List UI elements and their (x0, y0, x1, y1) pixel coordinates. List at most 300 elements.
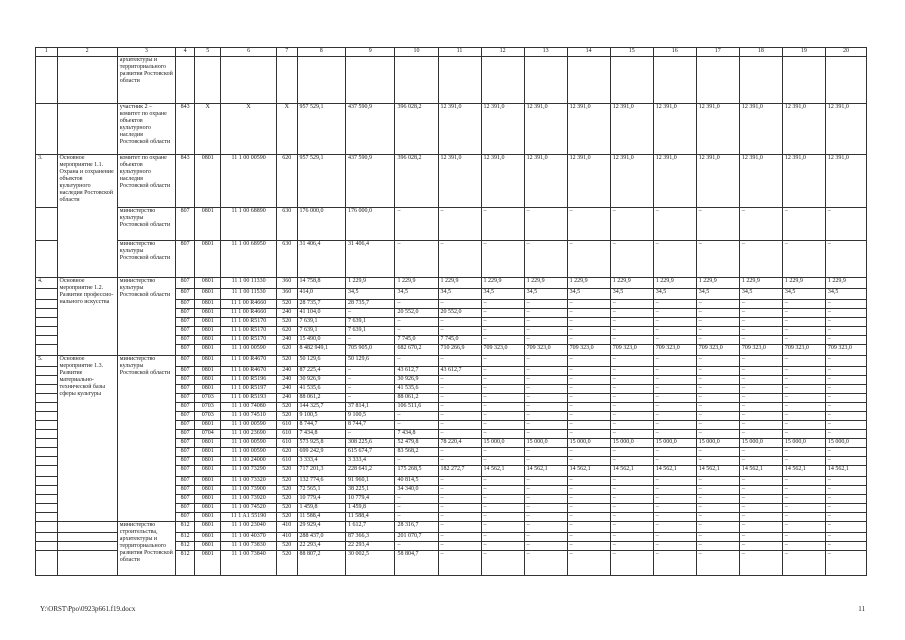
value-cell (524, 57, 567, 104)
value-cell: 682 670,2 (395, 345, 438, 356)
value-cell: – (395, 241, 438, 278)
column-number: 15 (610, 48, 653, 57)
value-cell: – (739, 477, 782, 486)
value-cell: – (653, 376, 696, 385)
value-cell: 709 323,0 (524, 345, 567, 356)
value-cell: – (481, 486, 524, 495)
value-cell: 11 1 00 00590 (221, 448, 277, 457)
value-cell: – (782, 504, 825, 513)
column-number: 20 (825, 48, 866, 57)
value-cell: – (481, 309, 524, 318)
value-cell: 28 316,7 (395, 522, 438, 533)
value-cell: – (567, 336, 610, 345)
value-cell (221, 57, 277, 104)
value-cell: – (782, 551, 825, 576)
value-cell: – (567, 318, 610, 327)
description-cell: министерство строительства, архитектуры и территориального развития Ростовской области (117, 522, 175, 576)
table-row (36, 278, 867, 289)
value-cell: – (739, 208, 782, 241)
value-cell: – (481, 356, 524, 367)
value-cell: 0801 (195, 208, 221, 241)
table-body (36, 48, 867, 576)
value-cell: – (825, 403, 866, 412)
value-cell: – (481, 394, 524, 403)
value-cell: 11 1 00 40370 (221, 533, 277, 542)
value-cell: 9 100,5 (345, 412, 395, 421)
value-cell: 709 323,0 (739, 345, 782, 356)
value-cell: 1 229,9 (438, 278, 481, 289)
value-cell: – (825, 356, 866, 367)
value-cell: 12 391,0 (782, 104, 825, 155)
value-cell (696, 57, 739, 104)
value-cell: – (696, 403, 739, 412)
description-cell (57, 533, 117, 542)
value-cell: 12 391,0 (739, 104, 782, 155)
value-cell: – (610, 208, 653, 241)
value-cell: – (825, 376, 866, 385)
value-cell: 957 529,1 (297, 155, 345, 208)
value-cell: 11 1 00 R5170 (221, 336, 277, 345)
value-cell: 1 229,9 (696, 278, 739, 289)
value-cell: 520 (277, 551, 297, 576)
value-cell: – (653, 403, 696, 412)
value-cell: 88 807,2 (297, 551, 345, 576)
value-cell: 807 (175, 486, 194, 495)
value-cell: 699 242,9 (297, 448, 345, 457)
value-cell: – (345, 336, 395, 345)
value-cell: 106 511,6 (395, 403, 438, 412)
value-cell: – (782, 542, 825, 551)
description-cell (36, 336, 58, 345)
value-cell: 91 960,1 (345, 477, 395, 486)
value-cell: – (438, 327, 481, 336)
value-cell: 11 1 00 11330 (221, 278, 277, 289)
value-cell: – (782, 394, 825, 403)
value-cell: – (524, 336, 567, 345)
value-cell: – (696, 486, 739, 495)
value-cell: 40 814,5 (395, 477, 438, 486)
description-cell: участник 2 – комитет по охране объектов культурного наследия Ростовской области (117, 104, 175, 155)
value-cell: 11 1 00 68950 (221, 241, 277, 278)
value-cell: 807 (175, 421, 194, 430)
value-cell: – (610, 421, 653, 430)
description-cell: министерство культуры Ростовской области (117, 241, 175, 278)
value-cell: – (524, 385, 567, 394)
value-cell: Х (195, 104, 221, 155)
value-cell: – (739, 403, 782, 412)
value-cell: – (438, 448, 481, 457)
value-cell: 957 529,1 (297, 104, 345, 155)
value-cell: 12 391,0 (696, 104, 739, 155)
value-cell: 8 482 949,1 (297, 345, 345, 356)
value-cell: – (524, 318, 567, 327)
description-cell (36, 504, 58, 513)
value-cell: – (567, 551, 610, 576)
value-cell: – (524, 412, 567, 421)
value-cell: – (653, 336, 696, 345)
value-cell: – (567, 241, 610, 278)
value-cell: – (438, 385, 481, 394)
value-cell: 132 774,6 (297, 477, 345, 486)
value-cell: – (653, 513, 696, 522)
value-cell: 0801 (195, 327, 221, 336)
value-cell: – (610, 403, 653, 412)
value-cell: 34,5 (739, 289, 782, 300)
value-cell: 610 (277, 457, 297, 466)
value-cell: – (825, 241, 866, 278)
column-number: 3 (117, 48, 175, 57)
value-cell: 807 (175, 504, 194, 513)
value-cell: – (653, 367, 696, 376)
value-cell: – (782, 367, 825, 376)
description-cell (36, 448, 58, 457)
description-cell (36, 394, 58, 403)
value-cell: 7 639,1 (345, 327, 395, 336)
value-cell: – (825, 448, 866, 457)
value-cell: 520 (277, 403, 297, 412)
value-cell: 3 333,4 (297, 457, 345, 466)
value-cell: – (524, 504, 567, 513)
value-cell: – (567, 542, 610, 551)
value-cell: 11 1 00 68890 (221, 208, 277, 241)
value-cell: – (395, 356, 438, 367)
value-cell: – (610, 367, 653, 376)
value-cell: 0801 (195, 477, 221, 486)
value-cell: 240 (277, 376, 297, 385)
value-cell: 240 (277, 336, 297, 345)
value-cell: – (481, 208, 524, 241)
description-cell (36, 533, 58, 542)
value-cell: – (610, 327, 653, 336)
value-cell: 14 562,1 (524, 466, 567, 477)
value-cell: 15 000,0 (567, 439, 610, 448)
value-cell: – (567, 394, 610, 403)
value-cell: 1 459,8 (345, 504, 395, 513)
value-cell: 0801 (195, 533, 221, 542)
value-cell: – (438, 486, 481, 495)
value-cell: 396 028,2 (395, 104, 438, 155)
value-cell: 7 745,0 (395, 336, 438, 345)
description-cell (36, 551, 58, 576)
value-cell: 15 000,0 (481, 439, 524, 448)
value-cell: 7 434,8 (297, 430, 345, 439)
value-cell: 520 (277, 300, 297, 309)
value-cell: 11 1 00 74080 (221, 403, 277, 412)
value-cell: 175 268,5 (395, 466, 438, 477)
value-cell: – (653, 421, 696, 430)
value-cell: – (653, 430, 696, 439)
value-cell: 0801 (195, 300, 221, 309)
value-cell: – (696, 495, 739, 504)
description-cell (36, 289, 58, 300)
value-cell: 620 (277, 155, 297, 208)
column-number: 16 (653, 48, 696, 57)
value-cell: 12 391,0 (610, 104, 653, 155)
value-cell: 28 735,7 (345, 300, 395, 309)
value-cell: 30 926,9 (395, 376, 438, 385)
value-cell: – (825, 430, 866, 439)
value-cell: – (653, 457, 696, 466)
value-cell: 11 1 00 00590 (221, 421, 277, 430)
value-cell: 11 1 00 R5193 (221, 394, 277, 403)
description-cell (36, 309, 58, 318)
value-cell (739, 57, 782, 104)
value-cell: – (610, 551, 653, 576)
value-cell (297, 57, 345, 104)
value-cell: 12 391,0 (653, 155, 696, 208)
value-cell: – (653, 412, 696, 421)
value-cell: 14 562,1 (610, 466, 653, 477)
value-cell: – (696, 208, 739, 241)
value-cell: – (438, 513, 481, 522)
value-cell: – (653, 300, 696, 309)
value-cell: 396 028,2 (395, 155, 438, 208)
description-cell (36, 412, 58, 421)
value-cell: 0801 (195, 504, 221, 513)
value-cell (825, 57, 866, 104)
value-cell: 22 293,4 (345, 542, 395, 551)
value-cell: – (696, 367, 739, 376)
value-cell: 288 437,0 (297, 533, 345, 542)
value-cell: 176 000,0 (297, 208, 345, 241)
value-cell: – (610, 457, 653, 466)
value-cell: 7 639,1 (297, 327, 345, 336)
value-cell: – (395, 300, 438, 309)
page-number: 11 (858, 605, 865, 613)
value-cell: 807 (175, 394, 194, 403)
value-cell: 72 565,1 (297, 486, 345, 495)
value-cell: 520 (277, 495, 297, 504)
value-cell: 709 323,0 (481, 345, 524, 356)
value-cell: – (395, 542, 438, 551)
description-cell (36, 542, 58, 551)
value-cell: 0801 (195, 318, 221, 327)
value-cell: – (567, 504, 610, 513)
value-cell (277, 57, 297, 104)
value-cell: – (782, 421, 825, 430)
value-cell: 807 (175, 208, 194, 241)
value-cell: – (825, 504, 866, 513)
value-cell: 11 1 00 73840 (221, 551, 277, 576)
value-cell: – (825, 394, 866, 403)
value-cell: 410 (277, 522, 297, 533)
value-cell: – (524, 430, 567, 439)
value-cell: – (395, 318, 438, 327)
value-cell: – (696, 336, 739, 345)
value-cell: 520 (277, 318, 297, 327)
value-cell: 182 272,7 (438, 466, 481, 477)
value-cell: – (481, 457, 524, 466)
value-cell: 11 1 00 R4660 (221, 300, 277, 309)
column-number: 4 (175, 48, 194, 57)
value-cell: 12 391,0 (739, 155, 782, 208)
value-cell: – (696, 412, 739, 421)
description-cell (36, 241, 58, 278)
value-cell: 12 391,0 (524, 104, 567, 155)
value-cell: – (524, 421, 567, 430)
value-cell: – (481, 367, 524, 376)
value-cell: 10 779,4 (297, 495, 345, 504)
value-cell: 15 000,0 (610, 439, 653, 448)
value-cell: 710 266,9 (438, 345, 481, 356)
value-cell: – (825, 327, 866, 336)
value-cell: – (438, 241, 481, 278)
value-cell: – (395, 421, 438, 430)
value-cell: 43 612,7 (395, 367, 438, 376)
description-cell: министерство культуры Ростовской области (117, 356, 175, 522)
value-cell: 620 (277, 327, 297, 336)
value-cell: – (653, 385, 696, 394)
value-cell: – (610, 318, 653, 327)
value-cell: – (395, 495, 438, 504)
value-cell: 807 (175, 345, 194, 356)
description-cell (36, 57, 58, 104)
value-cell: – (653, 448, 696, 457)
value-cell: – (782, 495, 825, 504)
value-cell (610, 57, 653, 104)
value-cell: 807 (175, 513, 194, 522)
value-cell: 50 129,6 (297, 356, 345, 367)
value-cell: – (610, 336, 653, 345)
description-cell (36, 376, 58, 385)
value-cell: – (610, 309, 653, 318)
value-cell: – (653, 327, 696, 336)
value-cell: – (782, 385, 825, 394)
value-cell: 520 (277, 477, 297, 486)
value-cell: 807 (175, 385, 194, 394)
value-cell: – (739, 551, 782, 576)
value-cell: – (524, 309, 567, 318)
value-cell: 360 (277, 278, 297, 289)
value-cell: 78 220,4 (438, 439, 481, 448)
value-cell: 520 (277, 542, 297, 551)
value-cell: – (696, 421, 739, 430)
value-cell: 520 (277, 356, 297, 367)
value-cell: – (438, 403, 481, 412)
value-cell: – (524, 457, 567, 466)
value-cell: 620 (277, 448, 297, 457)
value-cell: 610 (277, 421, 297, 430)
value-cell: – (782, 376, 825, 385)
value-cell: 3 333,4 (345, 457, 395, 466)
value-cell: – (782, 533, 825, 542)
value-cell: – (825, 495, 866, 504)
value-cell (195, 57, 221, 104)
value-cell: – (825, 457, 866, 466)
value-cell: 0801 (195, 457, 221, 466)
value-cell: 38 225,1 (345, 486, 395, 495)
value-cell: 709 323,0 (825, 345, 866, 356)
value-cell: – (739, 504, 782, 513)
value-cell: 807 (175, 300, 194, 309)
value-cell: – (739, 367, 782, 376)
value-cell: 12 391,0 (653, 104, 696, 155)
value-cell: 34,5 (696, 289, 739, 300)
description-cell: 4. (36, 278, 58, 289)
value-cell: – (739, 412, 782, 421)
value-cell: – (481, 430, 524, 439)
value-cell: 573 925,8 (297, 439, 345, 448)
value-cell: – (567, 403, 610, 412)
value-cell: 0801 (195, 448, 221, 457)
value-cell: – (481, 477, 524, 486)
value-cell: – (610, 241, 653, 278)
description-cell (36, 486, 58, 495)
value-cell: 807 (175, 376, 194, 385)
value-cell: – (524, 542, 567, 551)
value-cell: – (567, 356, 610, 367)
value-cell: 0801 (195, 522, 221, 533)
value-cell: 812 (175, 522, 194, 533)
description-cell (36, 403, 58, 412)
value-cell: – (481, 522, 524, 533)
value-cell: 12 391,0 (438, 104, 481, 155)
value-cell: – (481, 412, 524, 421)
description-cell: Основное мероприятие 1.1. Охрана и сохранение объектов культурного наследия Ростовской области (57, 155, 117, 278)
value-cell: 0801 (195, 376, 221, 385)
value-cell: – (696, 300, 739, 309)
value-cell: 34,5 (782, 289, 825, 300)
value-cell: 15 000,0 (782, 439, 825, 448)
description-cell: Основное мероприятие 1.3. Развитие материально-технической базы сферы культуры (57, 356, 117, 522)
value-cell: – (524, 394, 567, 403)
value-cell: – (567, 513, 610, 522)
value-cell: 9 100,5 (297, 412, 345, 421)
value-cell: – (696, 309, 739, 318)
value-cell: 11 1 A1 55190 (221, 513, 277, 522)
value-cell (481, 57, 524, 104)
value-cell: 15 000,0 (653, 439, 696, 448)
value-cell: – (696, 504, 739, 513)
value-cell: – (739, 542, 782, 551)
value-cell: 11 1 00 73830 (221, 542, 277, 551)
value-cell: 437 590,9 (345, 155, 395, 208)
column-number: 11 (438, 48, 481, 57)
value-cell: – (524, 367, 567, 376)
value-cell: – (481, 403, 524, 412)
value-cell: 0801 (195, 495, 221, 504)
value-cell: – (739, 327, 782, 336)
value-cell: 83 568,2 (395, 448, 438, 457)
value-cell: 14 562,1 (739, 466, 782, 477)
value-cell: 15 490,0 (297, 336, 345, 345)
value-cell: – (395, 327, 438, 336)
value-cell: 630 (277, 241, 297, 278)
value-cell: 520 (277, 412, 297, 421)
value-cell: – (524, 327, 567, 336)
table-row (36, 104, 867, 155)
value-cell: 0801 (195, 385, 221, 394)
value-cell (653, 57, 696, 104)
value-cell: – (739, 513, 782, 522)
value-cell: – (438, 551, 481, 576)
value-cell: – (524, 486, 567, 495)
value-cell: – (825, 336, 866, 345)
description-cell: министерство культуры Ростовской области (117, 208, 175, 241)
value-cell: – (345, 394, 395, 403)
value-cell: 14 562,1 (825, 466, 866, 477)
value-cell: – (782, 522, 825, 533)
value-cell: 807 (175, 439, 194, 448)
value-cell: – (524, 495, 567, 504)
description-cell (57, 57, 117, 104)
value-cell: 12 391,0 (782, 155, 825, 208)
value-cell: – (567, 327, 610, 336)
value-cell: – (739, 448, 782, 457)
value-cell: 7 639,1 (345, 318, 395, 327)
value-cell: – (696, 318, 739, 327)
value-cell: 1 612,7 (345, 522, 395, 533)
